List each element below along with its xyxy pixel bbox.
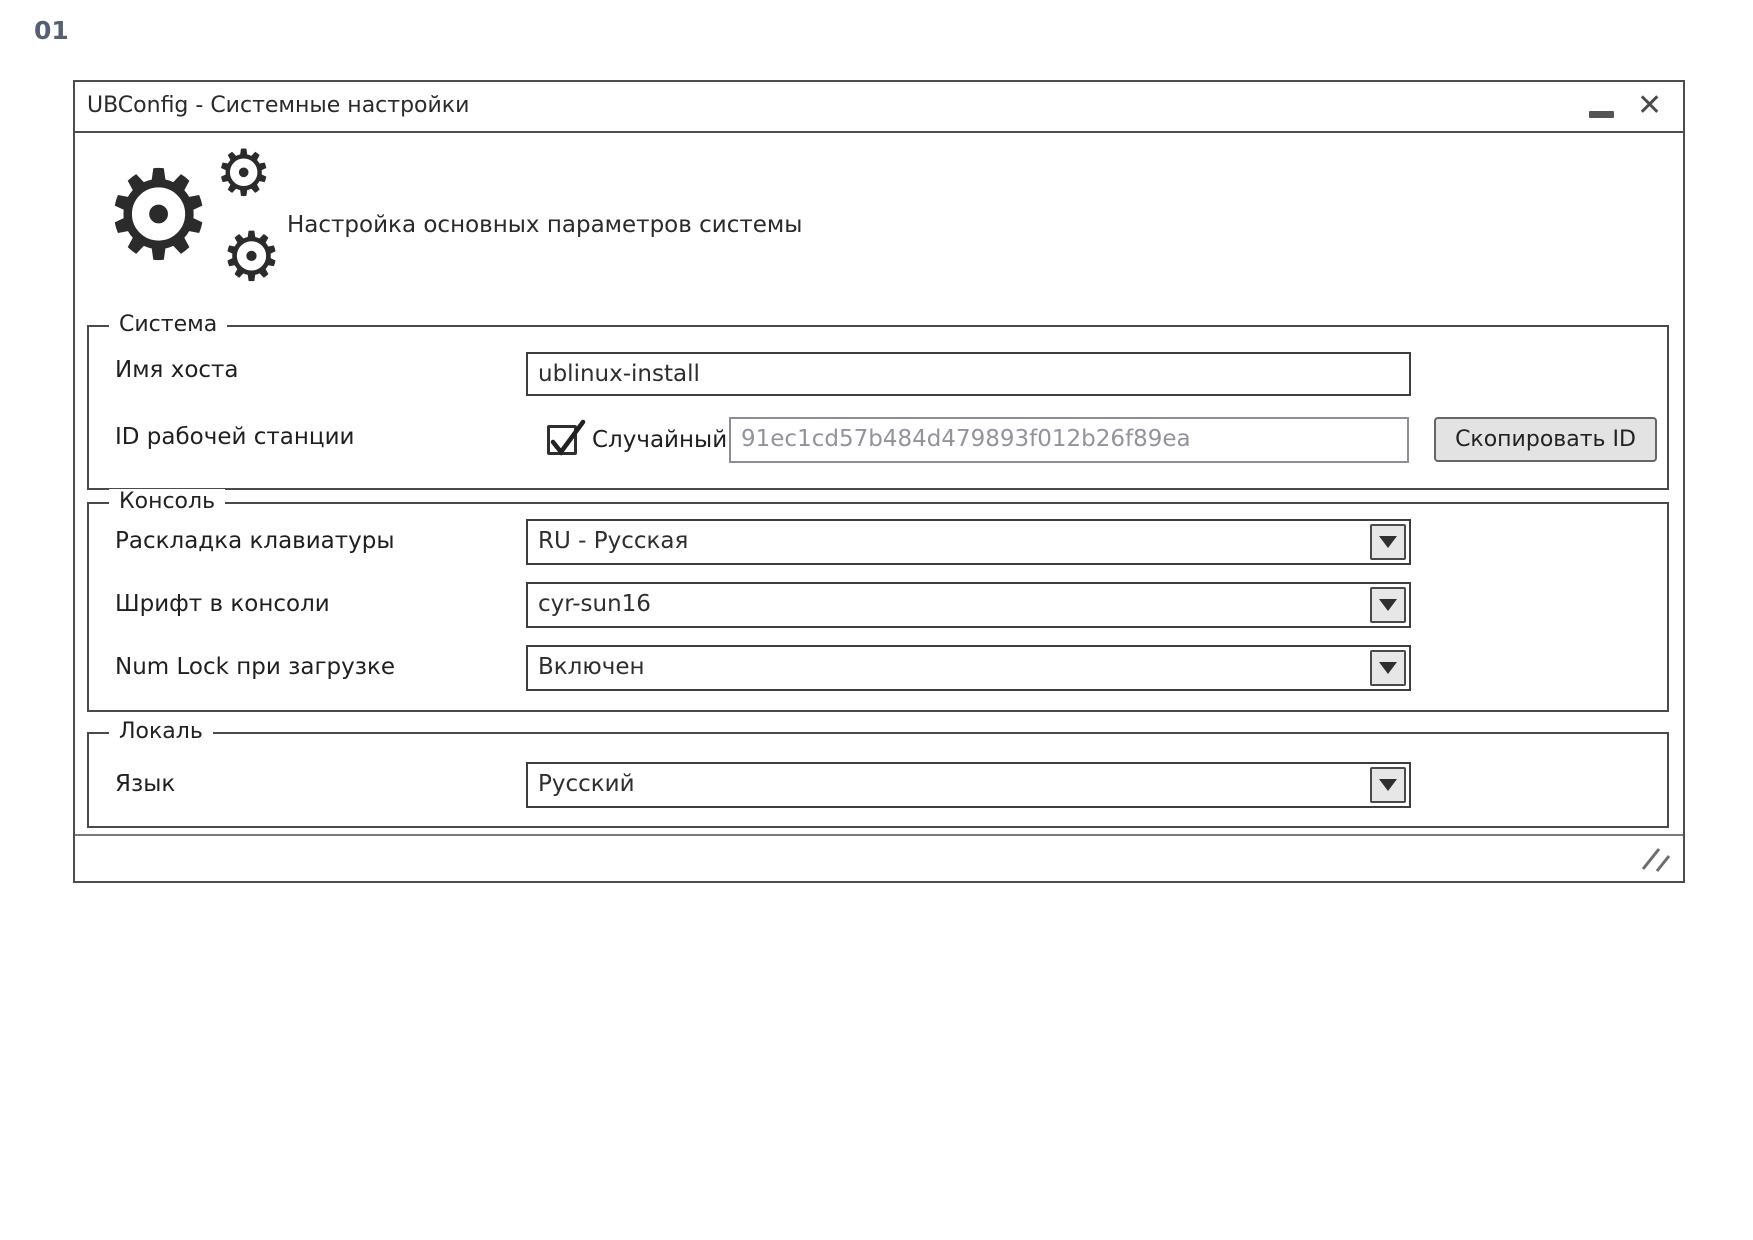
workstation-id-label: ID рабочей станции — [115, 424, 355, 450]
chevron-down-icon — [1379, 662, 1397, 674]
chevron-down-icon — [1379, 779, 1397, 791]
close-icon[interactable]: ✕ — [1637, 88, 1663, 123]
minimize-icon[interactable] — [1589, 111, 1614, 118]
group-system — [87, 312, 1669, 490]
gear-icon: ⚙ — [221, 218, 282, 297]
console-font-value: cyr-sun16 — [538, 591, 651, 617]
random-id-checkbox-label[interactable]: Случайный — [592, 427, 728, 453]
numlock-select[interactable] — [526, 645, 1411, 691]
group-system-legend: Система — [109, 312, 227, 337]
status-bar — [75, 834, 1683, 881]
chevron-down-icon — [1379, 536, 1397, 548]
gear-icon: ⚙ — [103, 144, 215, 288]
ubconfig-window — [73, 80, 1685, 883]
numlock-label: Num Lock при загрузке — [115, 654, 396, 680]
group-locale-legend: Локаль — [109, 719, 213, 744]
copy-id-button[interactable]: Скопировать ID — [1434, 417, 1657, 462]
language-select[interactable] — [526, 762, 1411, 808]
group-locale — [87, 719, 1669, 828]
console-font-select[interactable] — [526, 582, 1411, 628]
workstation-id-input[interactable]: 91ec1cd57b484d479893f012b26f89ea — [729, 417, 1409, 463]
resize-grip-icon[interactable] — [1639, 845, 1673, 875]
console-font-label: Шрифт в консоли — [115, 591, 330, 617]
random-id-checkbox[interactable] — [547, 425, 577, 455]
language-label: Язык — [115, 771, 176, 797]
keyboard-layout-value: RU - Русская — [538, 528, 689, 554]
checkmark-icon — [545, 414, 589, 462]
language-value: Русский — [538, 771, 635, 797]
window-title: UBConfig - Системные настройки — [87, 93, 470, 118]
group-console-legend: Консоль — [109, 489, 225, 514]
keyboard-layout-label: Раскладка клавиатуры — [115, 528, 395, 554]
chevron-down-icon — [1379, 599, 1397, 611]
keyboard-layout-select[interactable] — [526, 519, 1411, 565]
dropdown-button[interactable] — [1370, 767, 1406, 803]
numlock-value: Включен — [538, 654, 645, 680]
group-console — [87, 489, 1669, 712]
dropdown-button[interactable] — [1370, 587, 1406, 623]
dialog-subtitle: Настройка основных параметров системы — [287, 212, 803, 238]
slide-number: 01 — [34, 16, 69, 45]
dropdown-button[interactable] — [1370, 650, 1406, 686]
dropdown-button[interactable] — [1370, 524, 1406, 560]
hostname-input[interactable]: ublinux-install — [526, 352, 1411, 396]
hostname-label: Имя хоста — [115, 357, 239, 383]
title-bar[interactable] — [75, 82, 1683, 133]
gear-icon: ⚙ — [215, 137, 273, 211]
